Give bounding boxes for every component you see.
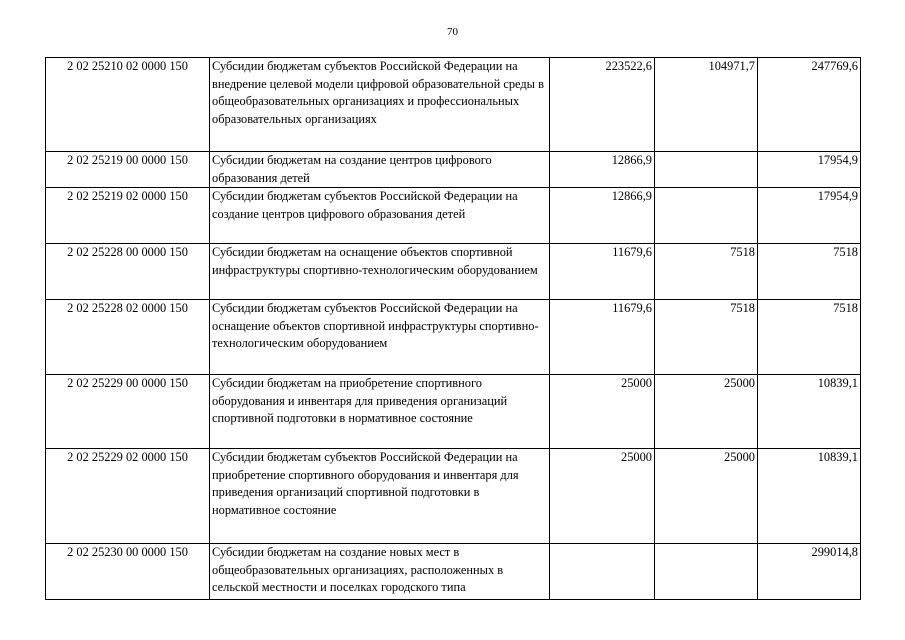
budget-code-cell: 2 02 25219 00 0000 150: [46, 152, 210, 188]
budget-code-cell: 2 02 25229 00 0000 150: [46, 375, 210, 449]
value-cell-2: [655, 188, 758, 244]
value-cell-2: 104971,7: [655, 58, 758, 152]
table-row: [46, 544, 861, 600]
value-cell-2: 7518: [655, 244, 758, 300]
value-cell-3: 299014,8: [758, 544, 861, 600]
budget-code-cell: 2 02 25228 00 0000 150: [46, 244, 210, 300]
value-cell-1: 12866,9: [550, 188, 655, 244]
table-row: [46, 300, 861, 375]
description-cell: Субсидии бюджетам субъектов Российской Федерации на внедрение целевой модели цифровой образовательной среды в общеобразовательных организациях и профессиональных образовательных организациях: [210, 58, 550, 152]
value-cell-1: [550, 544, 655, 600]
value-cell-3: 7518: [758, 244, 861, 300]
value-cell-2: [655, 544, 758, 600]
value-cell-1: 12866,9: [550, 152, 655, 188]
budget-code-cell: 2 02 25228 02 0000 150: [46, 300, 210, 375]
value-cell-3: 10839,1: [758, 375, 861, 449]
budget-code-cell: 2 02 25210 02 0000 150: [46, 58, 210, 152]
page-number: 70: [447, 26, 458, 38]
description-cell: Субсидии бюджетам на создание центров цифрового образования детей: [210, 152, 550, 188]
value-cell-2: [655, 152, 758, 188]
value-cell-2: 25000: [655, 449, 758, 544]
description-cell: Субсидии бюджетам субъектов Российской Федерации на создание центров цифрового образования детей: [210, 188, 550, 244]
description-cell: Субсидии бюджетам на приобретение спортивного оборудования и инвентаря для приведения организаций спортивной подготовки в нормативное состояние: [210, 375, 550, 449]
value-cell-3: 247769,6: [758, 58, 861, 152]
value-cell-1: 25000: [550, 375, 655, 449]
value-cell-3: 7518: [758, 300, 861, 375]
table-row: [46, 58, 861, 152]
value-cell-2: 25000: [655, 375, 758, 449]
value-cell-2: 7518: [655, 300, 758, 375]
value-cell-1: 11679,6: [550, 244, 655, 300]
table-row: [46, 188, 861, 244]
description-cell: Субсидии бюджетам на оснащение объектов спортивной инфраструктуры спортивно-технологическим оборудованием: [210, 244, 550, 300]
table-row: [46, 244, 861, 300]
budget-code-cell: 2 02 25219 02 0000 150: [46, 188, 210, 244]
value-cell-1: 11679,6: [550, 300, 655, 375]
value-cell-1: 223522,6: [550, 58, 655, 152]
value-cell-3: 17954,9: [758, 188, 861, 244]
table-row: [46, 449, 861, 544]
table-row: [46, 152, 861, 188]
description-cell: Субсидии бюджетам субъектов Российской Федерации на оснащение объектов спортивной инфраструктуры спортивно-технологическим оборудованием: [210, 300, 550, 375]
budget-code-cell: 2 02 25230 00 0000 150: [46, 544, 210, 600]
table-row: [46, 375, 861, 449]
value-cell-3: 17954,9: [758, 152, 861, 188]
budget-code-cell: 2 02 25229 02 0000 150: [46, 449, 210, 544]
budget-table: [45, 57, 861, 600]
description-cell: Субсидии бюджетам на создание новых мест в общеобразовательных организациях, расположенных в сельской местности и поселках городского типа: [210, 544, 550, 600]
value-cell-3: 10839,1: [758, 449, 861, 544]
description-cell: Субсидии бюджетам субъектов Российской Федерации на приобретение спортивного оборудования и инвентаря для приведения организаций спортивной подготовки в нормативное состояние: [210, 449, 550, 544]
value-cell-1: 25000: [550, 449, 655, 544]
